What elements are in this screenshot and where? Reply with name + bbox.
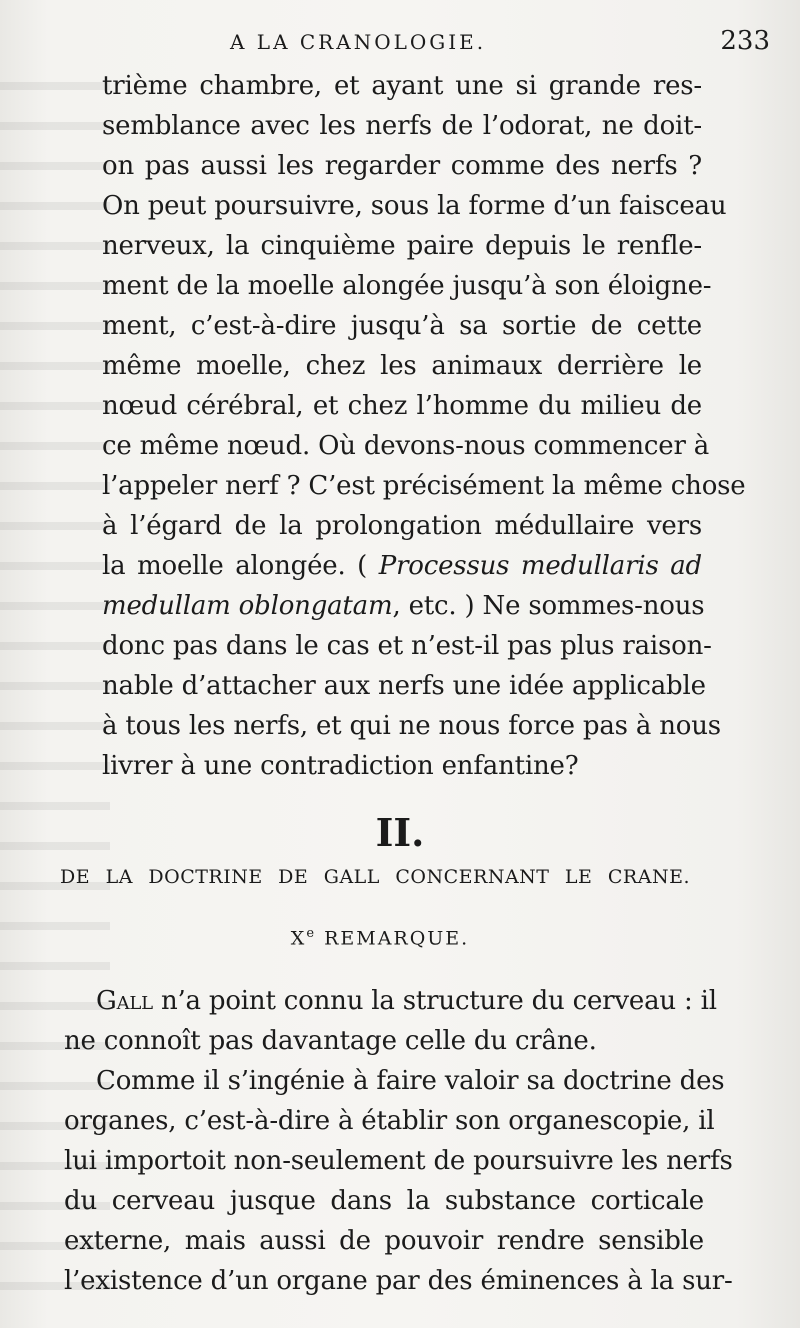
text-line: organes, c’est-à-dire à établir son organescopie, il	[64, 1106, 715, 1136]
text-line: à l’égard de la prolongation médullaire vers	[102, 511, 702, 541]
remark-heading	[0, 926, 760, 949]
text-line: l’existence d’un organe par des éminences à la sur-	[64, 1266, 733, 1296]
text-segment: , etc. ) Ne sommes-nous	[392, 591, 705, 621]
text-line: nerveux, la cinquième paire depuis le renfle-	[102, 231, 702, 261]
text-line	[64, 981, 717, 1021]
text-line: lui importoit non-seulement de poursuivre les nerfs	[64, 1146, 733, 1176]
section-body	[64, 981, 733, 1301]
text-line: externe, mais aussi de pouvoir rendre sensible	[64, 1226, 704, 1256]
remark-superscript: e	[306, 926, 317, 941]
text-line: à tous les nerfs, et qui ne nous force pas à nous	[102, 711, 721, 741]
text-line: donc pas dans le cas et n’est-il pas plus raison-	[102, 631, 712, 661]
text-line: on pas aussi les regarder comme des nerfs ?	[102, 151, 702, 181]
paragraph-continued	[102, 66, 746, 786]
text-line: même moelle, chez les animaux derrière le	[102, 351, 702, 381]
text-line: ment, c’est-à-dire jusqu’à sa sortie de cette	[102, 311, 702, 341]
text-line: nœud cérébral, et chez l’homme du milieu de	[102, 391, 702, 421]
section-title: DE LA DOCTRINE DE GALL CONCERNANT LE CRANE.	[60, 866, 690, 888]
running-title: A LA CRANOLOGIE.	[230, 30, 487, 54]
text-line	[102, 546, 702, 586]
page-number: 233	[720, 26, 770, 56]
remark-word: REMARQUE.	[324, 927, 470, 950]
latin-phrase: Processus medullaris ad	[378, 551, 702, 581]
page-header	[230, 26, 770, 60]
text-segment: n’a point connu la structure du cerveau : il	[152, 986, 717, 1016]
text-line: du cerveau jusque dans la substance corticale	[64, 1186, 704, 1216]
text-line	[102, 586, 705, 626]
text-line: Comme il s’ingénie à faire valoir sa doctrine des	[96, 1066, 725, 1096]
text-line: trième chambre, et ayant une si grande res-	[102, 71, 702, 101]
text-line: livrer à une contradiction enfantine?	[102, 751, 579, 781]
text-line: nable d’attacher aux nerfs une idée applicable	[102, 671, 706, 701]
text-line: semblance avec les nerfs de l’odorat, ne doit-	[102, 111, 702, 141]
text-line: ce même nœud. Où devons-nous commencer à	[102, 431, 710, 461]
author-name: Gall	[96, 986, 153, 1016]
text-segment: la moelle alongée. (	[102, 551, 379, 581]
text-line: On peut poursuivre, sous la forme d’un faisceau	[102, 191, 727, 221]
remark-letter: X	[290, 927, 307, 950]
text-line: ne connoît pas davantage celle du crâne.	[64, 1026, 597, 1056]
text-line: l’appeler nerf ? C’est précisément la même chose	[102, 471, 746, 501]
latin-phrase: medullam oblongatam	[102, 591, 393, 621]
section-numeral: II.	[375, 810, 425, 855]
text-line: ment de la moelle alongée jusqu’à son éloigne-	[102, 271, 712, 301]
